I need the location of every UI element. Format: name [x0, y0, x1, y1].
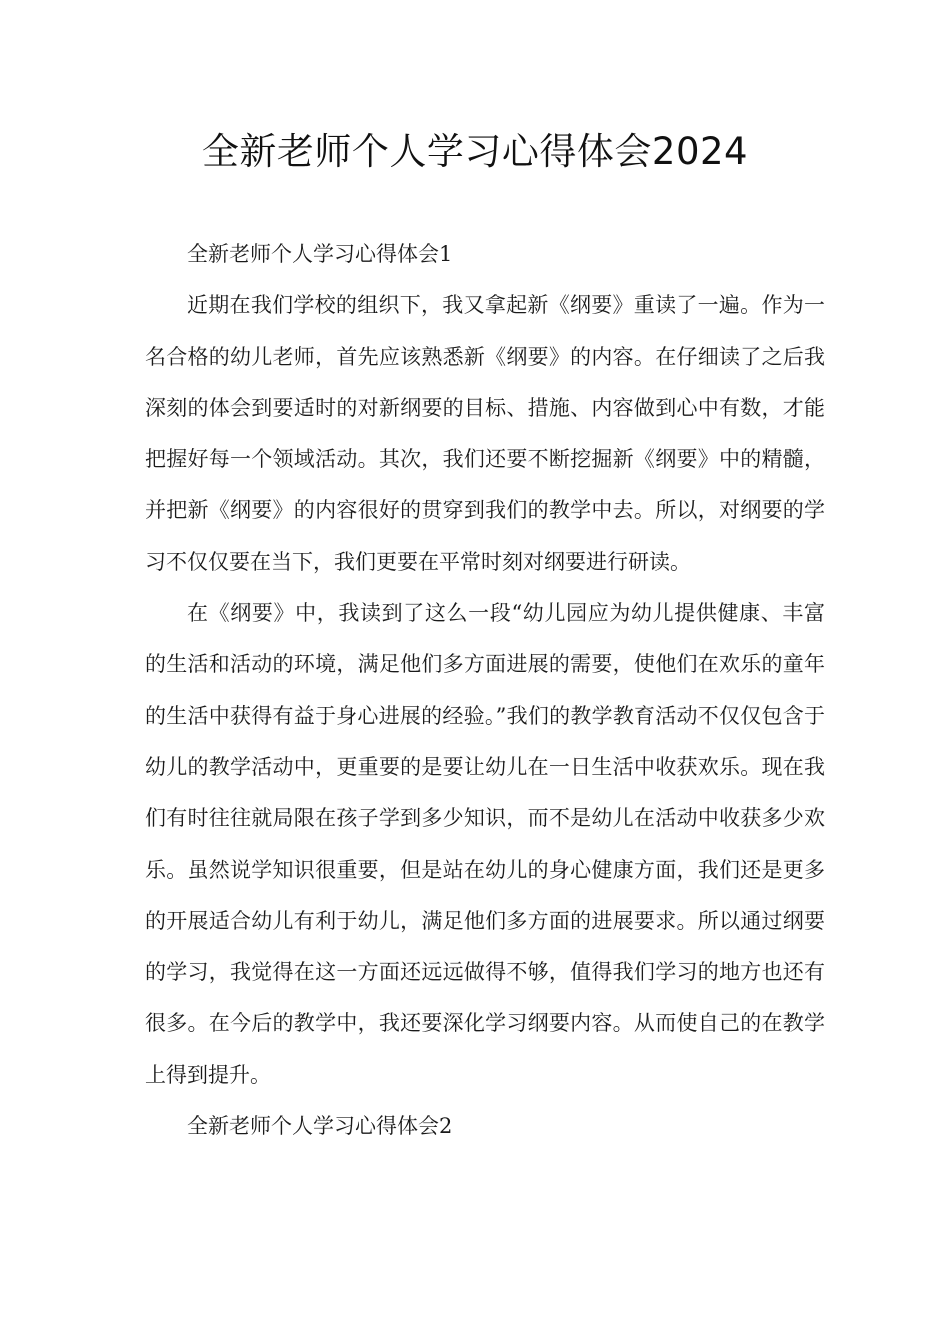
paragraph-1: 近期在我们学校的组织下，我又拿起新《纲要》重读了一遍。作为一名合格的幼儿老师，首先应该熟悉新《纲要》的内容。在仔细读了之后我深刻的体会到要适时的对新纲要的目标、措施、内容做到心中有数，才能把握好每一个领域活动。其次，我们还要不断挖掘新《纲要》中的精髓，并把新《纲要》的内容很好的贯穿到我们的教学中去。所以，对纲要的学习不仅仅要在当下，我们更要在平常时刻对纲要进行研读。	[145, 293, 825, 574]
document-body	[145, 229, 825, 1152]
section-heading-1: 全新老师个人学习心得体会1	[187, 242, 453, 266]
document-title: 全新老师个人学习心得体会2024	[201, 130, 749, 173]
paragraph-2: 在《纲要》中，我读到了这么一段“幼儿园应为幼儿提供健康、丰富的生活和活动的环境，满足他们多方面进展的需要，使他们在欢乐的童年的生活中获得有益于身心进展的经验。”我们的教学教育活动不仅仅包含于幼儿的教学活动中，更重要的是要让幼儿在一日生活中收获欢乐。现在我们有时往往就局限在孩子学到多少知识，而不是幼儿在活动中收获多少欢乐。虽然说学知识很重要，但是站在幼儿的身心健康方面，我们还是更多的开展适合幼儿有利于幼儿，满足他们多方面的进展要求。所以通过纲要的学习，我觉得在这一方面还远远做得不够，值得我们学习的地方也还有很多。在今后的教学中，我还要深化学习纲要内容。从而使自己的在教学上得到提升。	[145, 601, 825, 1087]
section-heading-2: 全新老师个人学习心得体会2	[187, 1114, 453, 1139]
